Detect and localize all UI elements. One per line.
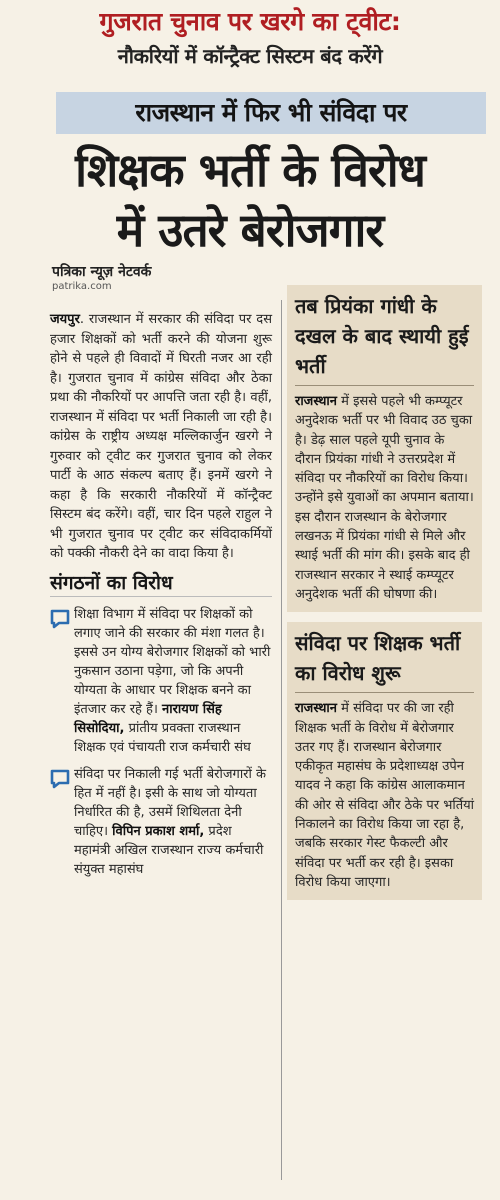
left-column (50, 310, 272, 879)
quote-author-1: नारायण सिंह सिसोदिया, (74, 701, 222, 736)
sidebar (287, 285, 482, 900)
kicker-headline: गुजरात चुनाव पर खरगे का ट्वीट: (99, 7, 401, 36)
sidebar-heading-1: तब प्रियंका गांधी के दखल के बाद स्थायी हुई भर्ती (295, 291, 474, 386)
subhead-organizations: संगठनों का विरोध (50, 570, 272, 597)
sidebar-box-protest (287, 622, 482, 900)
sidebar-box-priyanka (287, 285, 482, 612)
byline-site: patrika.com (52, 281, 112, 292)
quote-designation-2: प्रदेश महामंत्री अखिल राजस्थान राज्य कर्मचारी संयुक्त महासंघ (74, 823, 264, 877)
sidebar-lead-word-2: राजस्थान (295, 701, 338, 717)
kicker-headline-line2: नौकरियों में कॉन्ट्रैक्ट सिस्टम बंद करेंगे (117, 44, 383, 68)
byline: पत्रिका न्यूज़ नेटवर्क (52, 264, 152, 280)
quote-body-2: संविदा पर निकाली गई भर्ती बेरोजगारों के हित में नहीं है। इसी के साथ जो योग्यता निर्धारित की है, उसमें शिथिलता देनी चाहिए। (74, 766, 266, 839)
sidebar-lead-word-1: राजस्थान (295, 394, 338, 409)
sidebar-body-1: में इससे पहले भी कम्प्यूटर अनुदेशक भर्ती पर भी विवाद उठ चुका है। डेढ़ साल पहले यूपी चुनाव के दौरान प्रियंका गांधी ने उत्तरप्रदेश में संविदा पर नौकरियों का विरोध किया। उन्होंने इसे युवाओं का अपमान बताया। इस दौरान राजस्थान के बेरोजगार लखनऊ में प्रियंका गांधी से मिले और स्थाई भर्ती की मांग की। इसके बाद ही राजस्थान सरकार ने स्थाई कम्प्यूटर अनुदेशक भर्ती की घोषणा की। (295, 394, 474, 602)
sidebar-text-1 (295, 392, 474, 604)
quote-text-2 (74, 765, 272, 879)
sidebar-heading-2: संविदा पर शिक्षक भर्ती का विरोध शुरू (295, 628, 474, 693)
main-headline (0, 140, 500, 260)
quote-block-1 (50, 605, 272, 757)
column-divider (281, 300, 282, 1180)
deck-headline: राजस्थान में फिर भी संविदा पर (56, 92, 486, 134)
quote-text-1 (74, 605, 272, 757)
dateline: जयपुर (50, 312, 80, 327)
main-headline-line1: शिक्षक भर्ती के विरोध (75, 143, 425, 197)
lead-text: . राजस्थान में सरकार की संविदा पर दस हजार शिक्षकों को भर्ती करने की योजना शुरू होने से पहले ही विवादों में घिरती नजर आ रही है। गुजरात चुनाव में कांग्रेस संविदा और ठेका प्रथा की नौकरियों पर आपत्ति जता रही है। वहीं, राजस्थान में संविदा पर भर्ती निकाली जा रही है। कांग्रेस के राष्ट्रीय अध्यक्ष मल्लिकार्जुन खरगे ने गुरुवार को ट्वीट कर गुजरात चुनाव को लेकर पार्टी के आठ संकल्प बताए हैं। इनमें खरगे ने कहा है कि सरकारी नौकरियों में कॉन्ट्रैक्ट सिस्टम बंद करेंगे। वहीं, चार दिन पहले राहुल ने भी गुजरात चुनाव पर ट्वीट कर संविदाकर्मियों को पक्की नौकरी देने का वादा किया है। (50, 312, 272, 561)
quote-author-2: विपिन प्रकाश शर्मा, (112, 823, 205, 839)
quote-icon (50, 609, 70, 629)
lead-paragraph (50, 310, 272, 564)
quote-body-1: शिक्षा विभाग में संविदा पर शिक्षकों को लगाए जाने की सरकार की मंशा गलत है। इससे उन योग्य बेरोजगार शिक्षकों को भारी नुकसान उठाना पड़ेगा, जो कि अपनी योग्यता के आधार पर शिक्षक बनने का इंतजार कर रहे हैं। (74, 606, 271, 717)
main-headline-line2: में उतरे बेरोजगार (116, 203, 384, 257)
quote-designation-1: प्रांतीय प्रवक्ता राजस्थान शिक्षक एवं पंचायती राज कर्मचारी संघ (74, 720, 251, 755)
sidebar-text-2 (295, 699, 474, 892)
sidebar-body-2: में संविदा पर की जा रही शिक्षक भर्ती के विरोध में बेरोजगार उतर गए हैं। राजस्थान बेरोजगार एकीकृत महासंघ के प्रदेशाध्यक्ष उपेन यादव ने कहा कि कांग्रेस आलाकमान की ओर से संविदा और ठेके पर भर्तियां निकालने का विरोध किया जा रहा है, जबकि सरकार गेस्ट फैकल्टी और संविदा पर भर्ती कर रही है। इसका विरोध किया जाएगा। (295, 701, 475, 890)
quote-block-2 (50, 765, 272, 879)
quote-icon (50, 769, 70, 789)
